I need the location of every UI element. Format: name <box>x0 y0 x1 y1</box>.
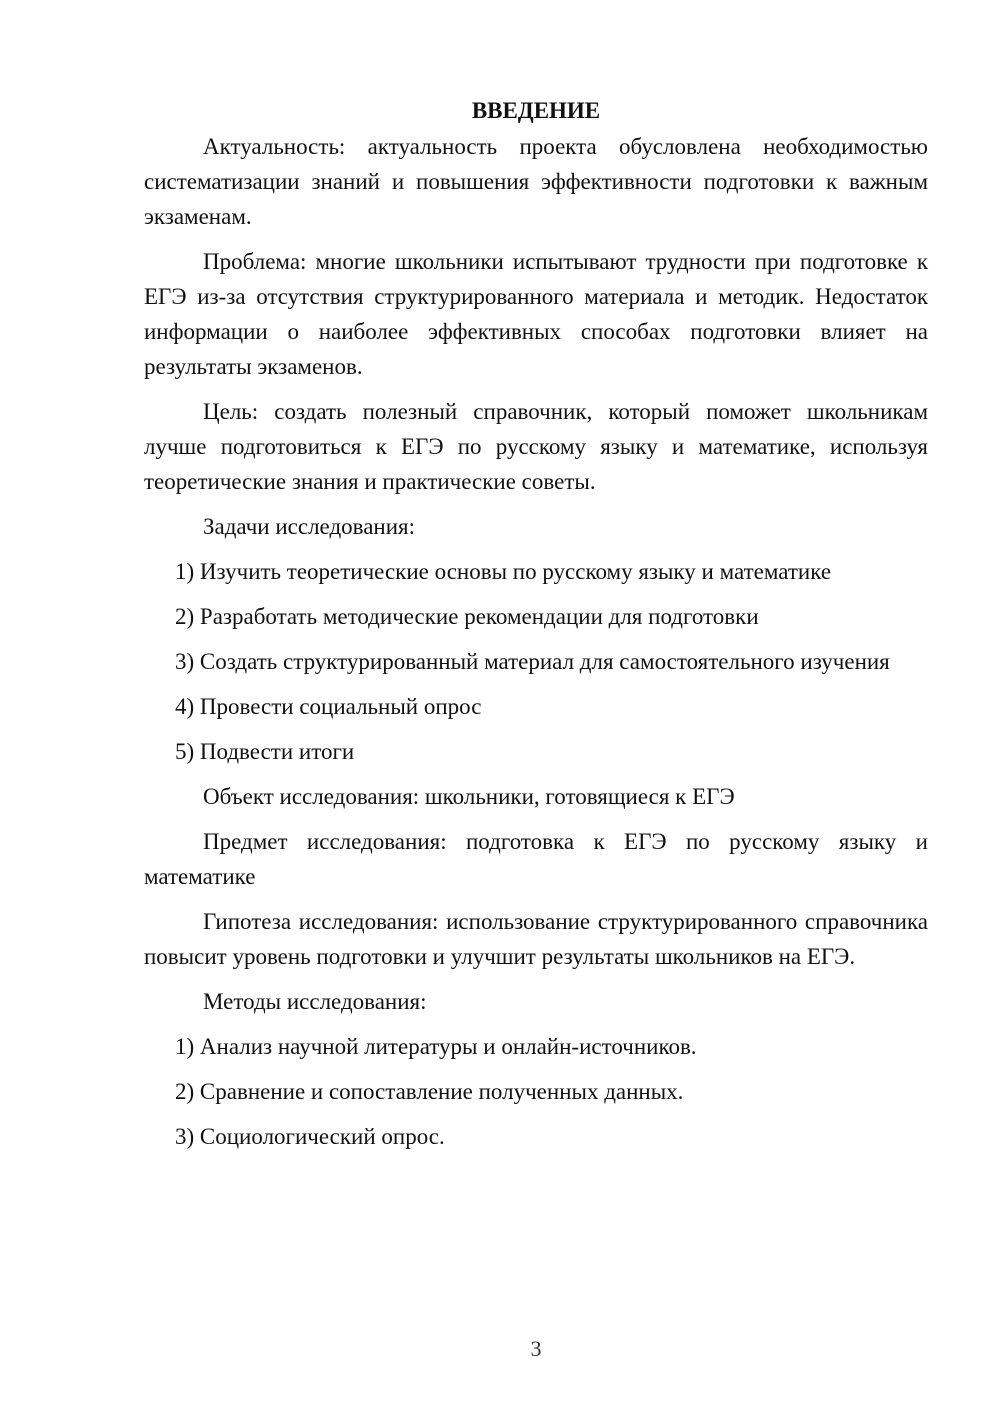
task-item-3: 3) Создать структурированный материал для самостоятельного изучения <box>175 649 890 674</box>
hypothesis-paragraph: Гипотеза исследования: использование структурированного справочника повысит уровень подготовки и улучшит результаты школьников на ЕГЭ. <box>144 909 928 969</box>
subject-paragraph: Предмет исследования: подготовка к ЕГЭ по русскому языку и математике <box>144 829 928 889</box>
section-title: ВВЕДЕНИЕ <box>471 98 601 123</box>
problem-paragraph: Проблема: многие школьники испытывают трудности при подготовке к ЕГЭ из-за отсутствия структурированного материала и методик. Недостаток информации о наиболее эффективных способах подготовки влияет на результаты экзаменов. <box>144 249 928 379</box>
task-item-4: 4) Провести социальный опрос <box>175 694 482 719</box>
goal-paragraph: Цель: создать полезный справочник, который поможет школьникам лучше подготовиться к ЕГЭ по русскому языку и математике, используя теоретические знания и практические советы. <box>144 399 928 494</box>
page-number: 3 <box>530 1336 542 1361</box>
task-item-2: 2) Разработать методические рекомендации для подготовки <box>175 604 759 629</box>
task-item-5: 5) Подвести итоги <box>175 739 355 764</box>
tasks-heading: Задачи исследования: <box>203 514 416 539</box>
method-item-2: 2) Сравнение и сопоставление полученных данных. <box>175 1079 684 1104</box>
method-item-1: 1) Анализ научной литературы и онлайн-источников. <box>175 1034 697 1059</box>
methods-heading: Методы исследования: <box>203 989 427 1014</box>
relevance-paragraph: Актуальность: актуальность проекта обусловлена необходимостью систематизации знаний и повышения эффективности подготовки к важным экзаменам. <box>144 134 928 229</box>
method-item-3: 3) Социологический опрос. <box>175 1124 445 1149</box>
page-content <box>144 93 928 1164</box>
object-paragraph: Объект исследования: школьники, готовящиеся к ЕГЭ <box>203 784 735 809</box>
task-item-1: 1) Изучить теоретические основы по русскому языку и математике <box>175 559 832 584</box>
